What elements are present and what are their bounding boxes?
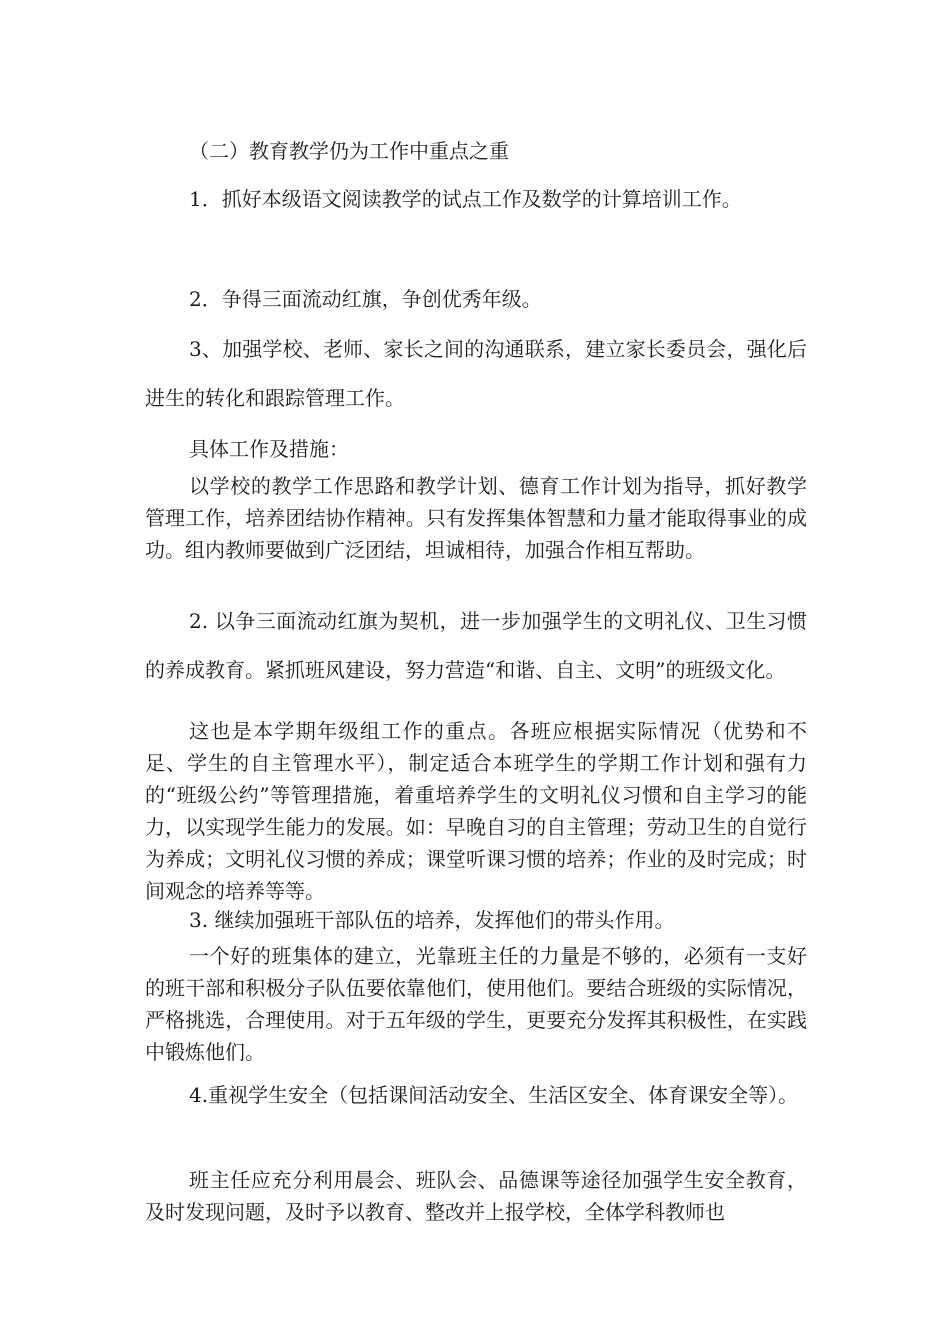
document-page xyxy=(145,0,807,1344)
paragraph-measure-2: 2. 以争三面流动红旗为契机，进一步加强学生的文明礼仪、卫生习惯的养成教育。紧抓班风建设，努力营造“和谐、自主、文明”的班级文化。 xyxy=(145,609,807,682)
paragraph-measure-4: 4.重视学生安全（包括课间活动安全、生活区安全、体育课安全等）。 xyxy=(189,1083,799,1107)
paragraph-measure-3-detail: 一个好的班集体的建立，光靠班主任的力量是不够的，必须有一支好的班干部和积极分子队伍要依靠他们，使用他们。要结合班级的实际情况，严格挑选，合理使用。对于五年级的学生，更要充分发挥其积极性，在实践中锻炼他们。 xyxy=(145,944,807,1064)
paragraph-measure-intro: 以学校的教学工作思路和教学计划、德育工作计划为指导，抓好教学管理工作，培养团结协作精神。只有发挥集体智慧和力量才能取得事业的成功。组内教师要做到广泛团结，坦诚相待，加强合作相互帮助。 xyxy=(145,474,807,562)
paragraph-measure-2-detail: 这也是本学期年级组工作的重点。各班应根据实际情况（优势和不足、学生的自主管理水平），制定适合本班学生的学期工作计划和强有力的“班级公约”等管理措施，着重培养学生的文明礼仪习惯和自主学习的能力，以实现学生能力的发展。如：早晚自习的自主管理；劳动卫生的自觉行为养成；文明礼仪习惯的养成；课堂听课习惯的培养；作业的及时完成；时间观念的培养等等。 xyxy=(145,719,807,903)
paragraph-goal-3: 3、加强学校、老师、家长之间的沟通联系，建立家长委员会，强化后进生的转化和跟踪管理工作。 xyxy=(145,337,807,410)
paragraph-measure-4-detail: 班主任应充分利用晨会、班队会、品德课等途径加强学生安全教育，及时发现问题，及时予以教育、整改并上报学校，全体学科教师也 xyxy=(145,1168,807,1224)
paragraph-goal-2: 2．争得三面流动红旗，争创优秀年级。 xyxy=(189,287,542,311)
paragraph-measure-3: 3. 继续加强班干部队伍的培养，发挥他们的带头作用。 xyxy=(189,908,675,932)
paragraph-goal-1: 1．抓好本级语文阅读教学的试点工作及数学的计算培训工作。 xyxy=(189,187,742,211)
section-heading: （二）教育教学仍为工作中重点之重 xyxy=(189,139,509,163)
measures-heading: 具体工作及措施： xyxy=(189,437,349,461)
